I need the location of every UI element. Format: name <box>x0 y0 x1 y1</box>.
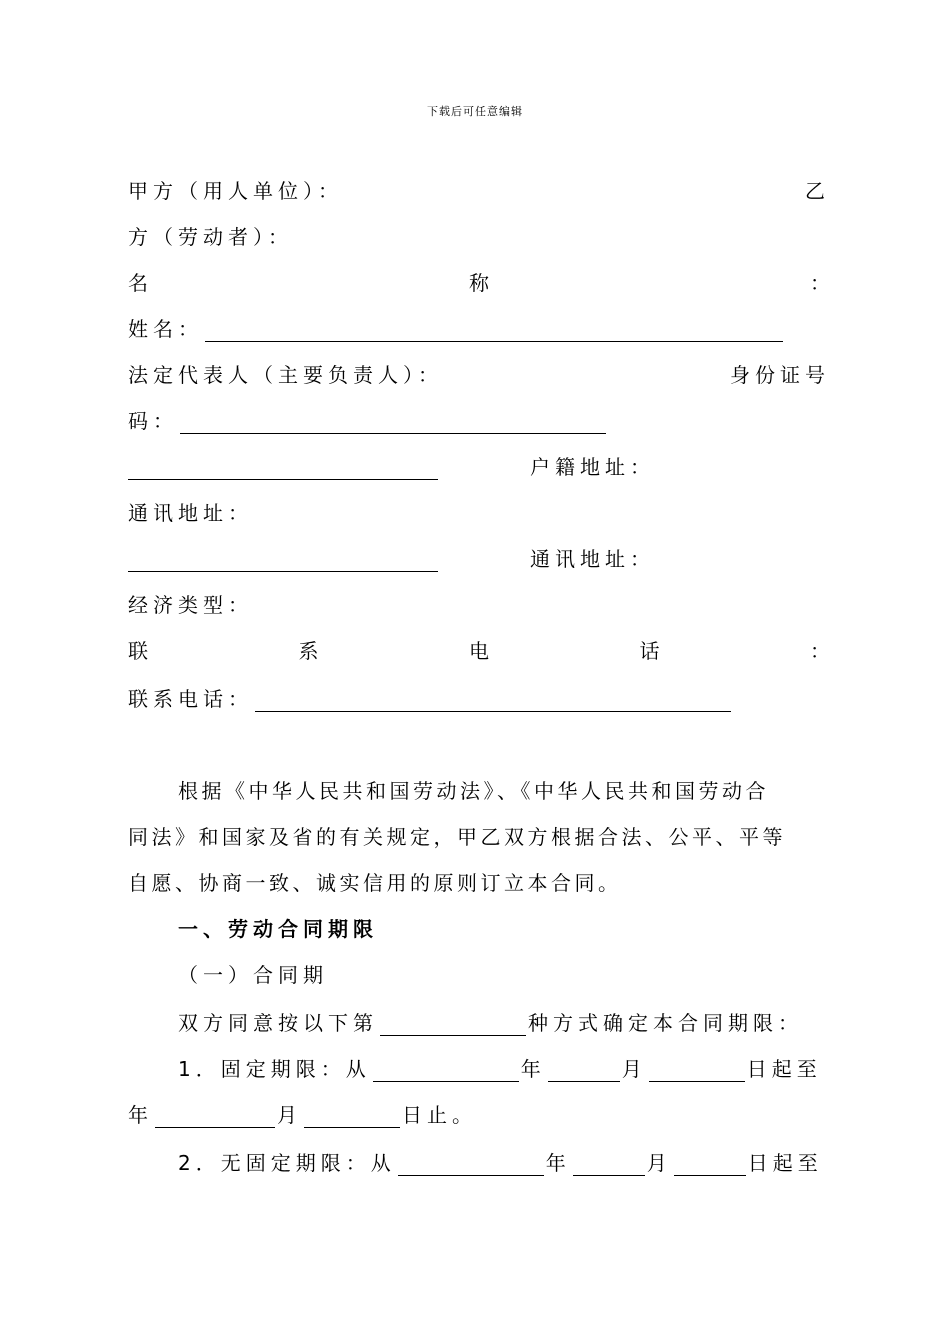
fixed-term-end-line <box>128 1100 830 1130</box>
intro-line-1 <box>128 776 830 806</box>
start-day-blank[interactable] <box>649 1059 745 1082</box>
agree-text-a: 双方同意按以下第 <box>178 1011 378 1035</box>
year-label: 年 <box>545 1151 571 1175</box>
section-1-title <box>128 914 830 944</box>
intro-line-2 <box>128 822 830 852</box>
fixed-term-label: 1．固定期限：从 <box>178 1057 371 1081</box>
page-header: 下载后可任意编辑 <box>427 105 523 118</box>
nonfixed-term-line <box>128 1148 830 1178</box>
phone-char: 电 <box>469 639 489 663</box>
id-number-blank[interactable] <box>180 411 606 434</box>
party-a-label: 甲方（用人单位）： <box>128 179 343 203</box>
subsection-label: （一）合同期 <box>178 963 328 987</box>
party-b-line <box>128 222 830 252</box>
econ-type-label: 经济类型： <box>128 593 253 617</box>
subsection-title <box>128 960 830 990</box>
phone-b-blank[interactable] <box>255 689 731 712</box>
company-name-line <box>128 268 830 298</box>
phone-a-line <box>128 636 830 666</box>
id-number-line <box>128 406 830 436</box>
nonfixed-year-blank[interactable] <box>398 1153 544 1176</box>
nonfixed-month-blank[interactable] <box>573 1153 645 1176</box>
address-a-blank[interactable] <box>128 549 438 572</box>
name-char: 称 <box>469 271 489 295</box>
phone-char: 系 <box>298 639 319 663</box>
nonfixed-day-blank[interactable] <box>674 1153 746 1176</box>
party-a-line <box>128 176 830 206</box>
id-number-label-start: 身份证号 <box>730 363 830 387</box>
name-char: 名 <box>128 271 148 295</box>
end-year-blank[interactable] <box>155 1105 275 1128</box>
month-label: 月 <box>646 1151 672 1175</box>
phone-b-label: 联系电话： <box>128 687 253 711</box>
fixed-term-line <box>128 1054 830 1084</box>
month-label: 月 <box>277 1103 302 1127</box>
address-b-label: 通讯地址： <box>530 547 655 571</box>
person-name-line <box>128 314 830 344</box>
nonfixed-term-label: 2．无固定期限：从 <box>178 1151 396 1175</box>
party-b-label-start: 乙 <box>805 179 830 203</box>
name-char: ： <box>810 271 830 295</box>
party-b-label: 方（劳动者）： <box>128 225 293 249</box>
household-label: 户籍地址： <box>530 455 655 479</box>
agree-line <box>128 1008 830 1038</box>
day-start-label: 日起至 <box>747 1151 823 1175</box>
intro-text: 自愿、协商一致、诚实信用的原则订立本合同。 <box>128 871 622 895</box>
agree-text-b: 种方式确定本合同期限： <box>528 1011 803 1035</box>
section-title: 一、劳动合同期限 <box>178 917 378 941</box>
intro-text: 同法》和国家及省的有关规定，甲乙双方根据合法、公平、平等 <box>128 825 786 849</box>
person-name-label: 姓名： <box>128 317 203 341</box>
id-number-label: 码： <box>128 409 178 433</box>
address-a-label: 通讯地址： <box>128 501 253 525</box>
legal-rep-blank[interactable] <box>128 457 438 480</box>
intro-line-3 <box>128 868 830 898</box>
econ-type-line <box>128 590 830 620</box>
year-label: 年 <box>520 1057 546 1081</box>
start-month-blank[interactable] <box>548 1059 620 1082</box>
phone-char: ： <box>810 639 830 663</box>
address-b-line <box>128 544 830 574</box>
legal-rep-label: 法定代表人（主要负责人）： <box>128 363 443 387</box>
day-end-label: 日止。 <box>402 1103 477 1127</box>
phone-b-line <box>128 684 830 714</box>
legal-rep-line <box>128 360 830 390</box>
end-day-blank[interactable] <box>304 1105 400 1128</box>
day-start-label: 日起至 <box>746 1057 822 1081</box>
person-name-blank[interactable] <box>205 319 783 342</box>
start-year-blank[interactable] <box>373 1059 519 1082</box>
year-label: 年 <box>128 1103 153 1127</box>
phone-char: 联 <box>128 639 148 663</box>
method-number-blank[interactable] <box>380 1013 526 1036</box>
household-line <box>128 452 830 482</box>
phone-char: 话 <box>639 639 660 663</box>
intro-text: 根据《中华人民共和国劳动法》、《中华人民共和国劳动合 <box>178 779 769 803</box>
address-a-line <box>128 498 830 528</box>
month-label: 月 <box>621 1057 647 1081</box>
